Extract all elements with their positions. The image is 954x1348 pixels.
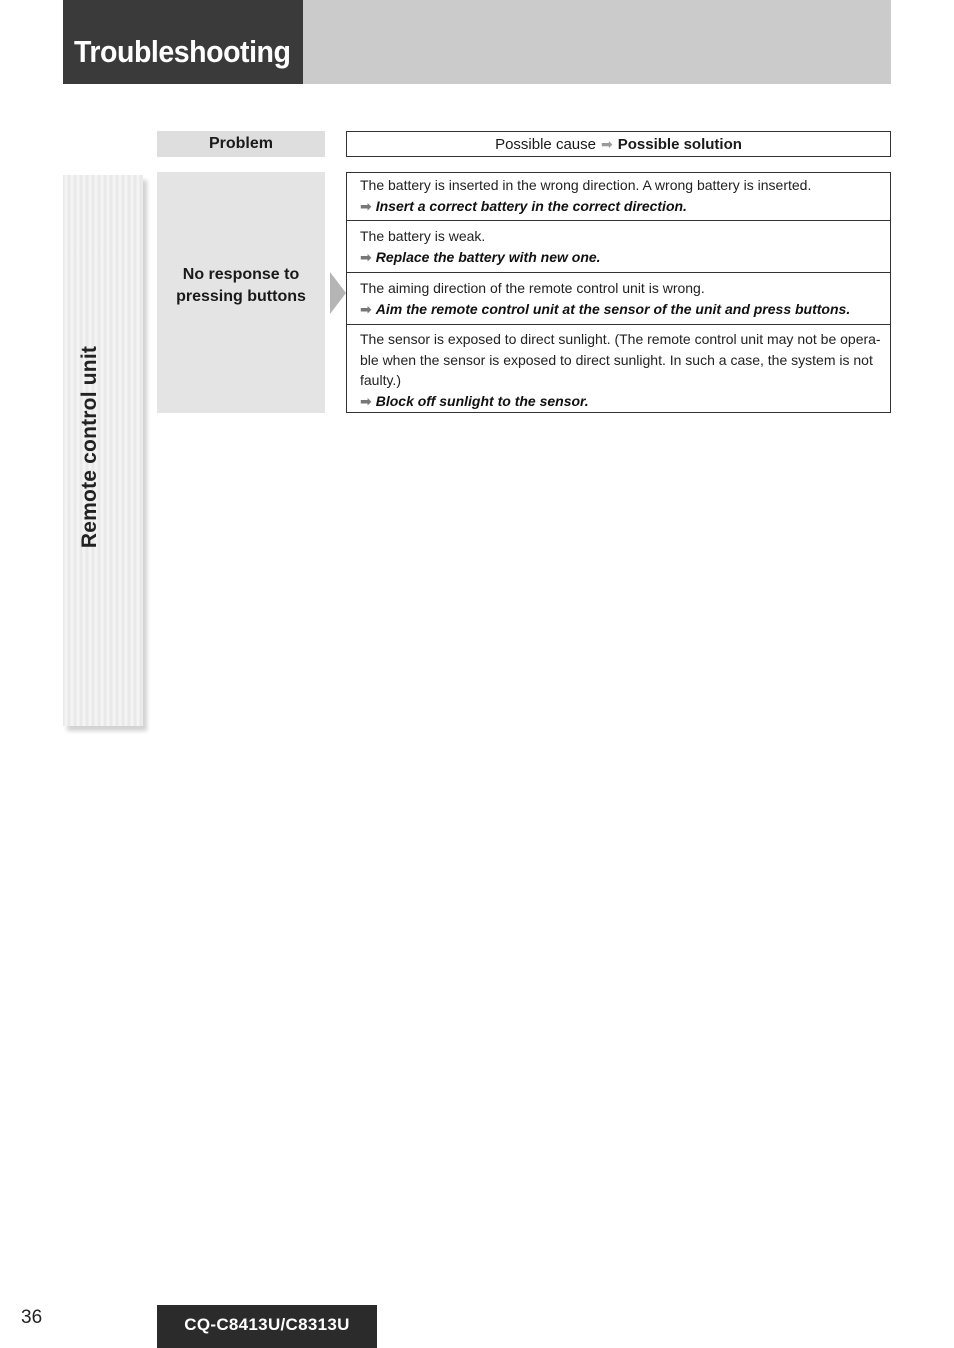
solution-text: Aim the remote control unit at the sensor of the unit and press buttons. (375, 300, 851, 317)
solution-text: Insert a correct battery in the correct direction. (375, 197, 687, 214)
cause-row (347, 173, 890, 221)
cause-solution-column-header (346, 131, 891, 157)
cause-row (347, 325, 890, 413)
solution-line (360, 299, 882, 320)
page-number: 36 (21, 1307, 43, 1328)
cause-text: The aiming direction of the remote control unit is wrong. (360, 280, 705, 296)
solution-line (360, 391, 884, 412)
right-arrow-icon: ➡ (360, 300, 372, 317)
cause-row (347, 273, 890, 325)
solution-text: Replace the battery with new one. (375, 248, 601, 265)
section-label: Remote control unit (78, 345, 101, 549)
right-arrow-icon: ➡ (600, 135, 613, 152)
right-arrow-icon: ➡ (360, 197, 372, 214)
cause-solution-list (346, 172, 891, 413)
cause-text: The battery is inserted in the wrong direction. A wrong battery is inserted. (360, 177, 812, 193)
cause-header-label: Possible cause (495, 135, 596, 153)
cause-row (347, 221, 890, 273)
problem-cell: No response to pressing buttons (157, 172, 325, 413)
page-title: Troubleshooting (74, 34, 291, 69)
model-badge: CQ-C8413U/C8313U (157, 1305, 377, 1348)
cause-text: The battery is weak. (360, 228, 486, 244)
section-tab (63, 175, 143, 726)
problem-column-header: Problem (157, 131, 325, 157)
right-arrow-icon: ➡ (360, 248, 372, 265)
cause-text: The sensor is exposed to direct sunlight. (The remote control unit may not be opera-ble when the sensor is exposed to direct sunlight. In such a case, the system is not faulty.) (360, 331, 881, 388)
solution-text: Block off sunlight to the sensor. (375, 392, 589, 409)
title-bar-band (303, 0, 891, 84)
solution-line (360, 247, 882, 268)
pointer-triangle-icon (330, 272, 346, 314)
solution-header-label: Possible solution (617, 135, 742, 153)
solution-line (360, 196, 882, 217)
right-arrow-icon: ➡ (360, 392, 372, 409)
